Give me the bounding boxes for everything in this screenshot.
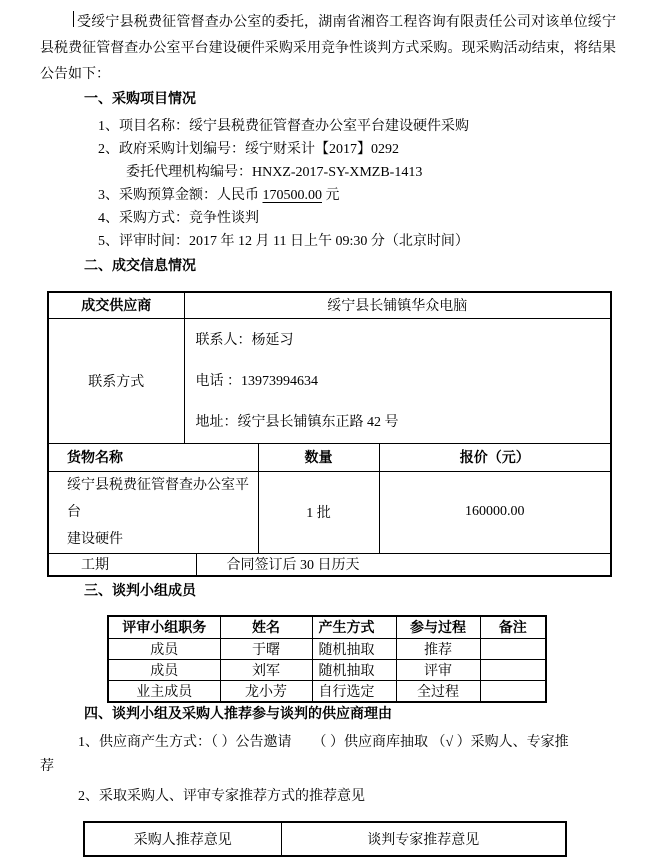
quantity-cell: 1 批 [258,471,379,553]
recommend-opinion-item: 2、采取采购人、评审专家推荐方式的推荐意见 [78,788,365,804]
supplier-name-cell: 绥宁县长铺镇华众电脑 [184,292,611,318]
duration-value-cell: 合同签订后 30 日历天 [196,553,611,576]
duration-label-cell: 工期 [48,553,196,576]
member-note [480,680,546,702]
member-method: 随机抽取 [312,659,396,680]
agency-number-item: 委托代理机构编号：HNXZ-2017-SY-XMZB-1413 [126,165,423,180]
review-time-item: 5、评审时间：2017 年 12 月 11 日上午 09:30 分（北京时间） [98,234,469,249]
text-cursor [73,11,74,27]
contact-address: 地址：绥宁县长铺镇东正路 42 号 [195,414,399,430]
deal-info-table [47,291,612,577]
goods-name-cell [48,471,258,553]
price-cell: 160000.00 [379,471,611,553]
contact-person: 联系人：杨延习 [195,332,294,348]
member-method: 自行选定 [312,680,396,702]
budget-prefix: 3、采购预算金额：人民币 [98,188,263,203]
member-process: 推荐 [396,638,480,659]
intro-paragraph: 受绥宁县税费征管督查办公室的委托，湖南省湘咨工程咨询有限责任公司对该单位绥宁县税费征管督查办公室平台建设硬件采购采用竞争性谈判方式采购。现采购活动结束，将结果公告如下： [40,15,616,82]
member-name: 龙小芳 [220,680,312,702]
recommendation-table [83,821,567,857]
contact-phone: 电话 ：13973994634 [195,373,318,389]
panel-header-process: 参与过程 [396,616,480,638]
section4-heading: 四、谈判小组及采购人推荐参与谈判的供应商理由 [84,706,392,722]
contact-info-cell [184,318,611,443]
member-role: 业主成员 [108,680,220,702]
section3-heading: 三、谈判小组成员 [84,584,196,599]
panel-member-row [108,680,546,702]
panel-members-table [107,615,547,703]
panel-member-row [108,659,546,680]
member-role: 成员 [108,638,220,659]
budget-suffix: 元 [322,188,340,203]
supplier-source-item [40,731,616,779]
member-name: 刘军 [220,659,312,680]
panel-header-method: 产生方式 [312,616,396,638]
panel-member-row [108,638,546,659]
supplier-label-cell: 成交供应商 [48,292,184,318]
member-role: 成员 [108,659,220,680]
section2-heading: 二、成交信息情况 [84,259,196,274]
budget-item [98,184,616,207]
member-name: 于曙 [220,638,312,659]
goods-name-line2: 建设硬件 [67,531,123,547]
panel-header-name: 姓名 [220,616,312,638]
price-header-cell: 报价（元） [379,443,611,471]
member-note [480,659,546,680]
goods-name-line1: 绥宁县税费征管督查办公室平台 [67,477,249,520]
contact-label-cell: 联系方式 [48,318,184,443]
budget-amount: 170500.00 [262,188,322,203]
project-info-list [98,115,616,253]
member-note [480,638,546,659]
member-process: 全过程 [396,680,480,702]
section1-heading: 一、采购项目情况 [84,92,196,107]
goods-name-header-cell: 货物名称 [48,443,258,471]
quantity-header-cell: 数量 [258,443,379,471]
supplier-source-line2: 荐 [40,758,54,774]
panel-header-role: 评审小组职务 [108,616,220,638]
panel-header-note: 备注 [480,616,546,638]
member-process: 评审 [396,659,480,680]
supplier-source-line1: 1、供应商产生方式：（ ）公告邀请 （ ）供应商库抽取 （√ ）采购人、专家推 [78,734,569,750]
method-item: 4、采购方式：竞争性谈判 [98,211,259,226]
project-name-item: 1、项目名称：绥宁县税费征管督查办公室平台建设硬件采购 [98,119,469,134]
expert-recommendation-header: 谈判专家推荐意见 [281,822,566,856]
panel-header-row [108,616,546,638]
member-method: 随机抽取 [312,638,396,659]
plan-number-item: 2、政府采购计划编号：绥宁财采计【2017】0292 [98,142,399,157]
buyer-recommendation-header: 采购人推荐意见 [84,822,281,856]
